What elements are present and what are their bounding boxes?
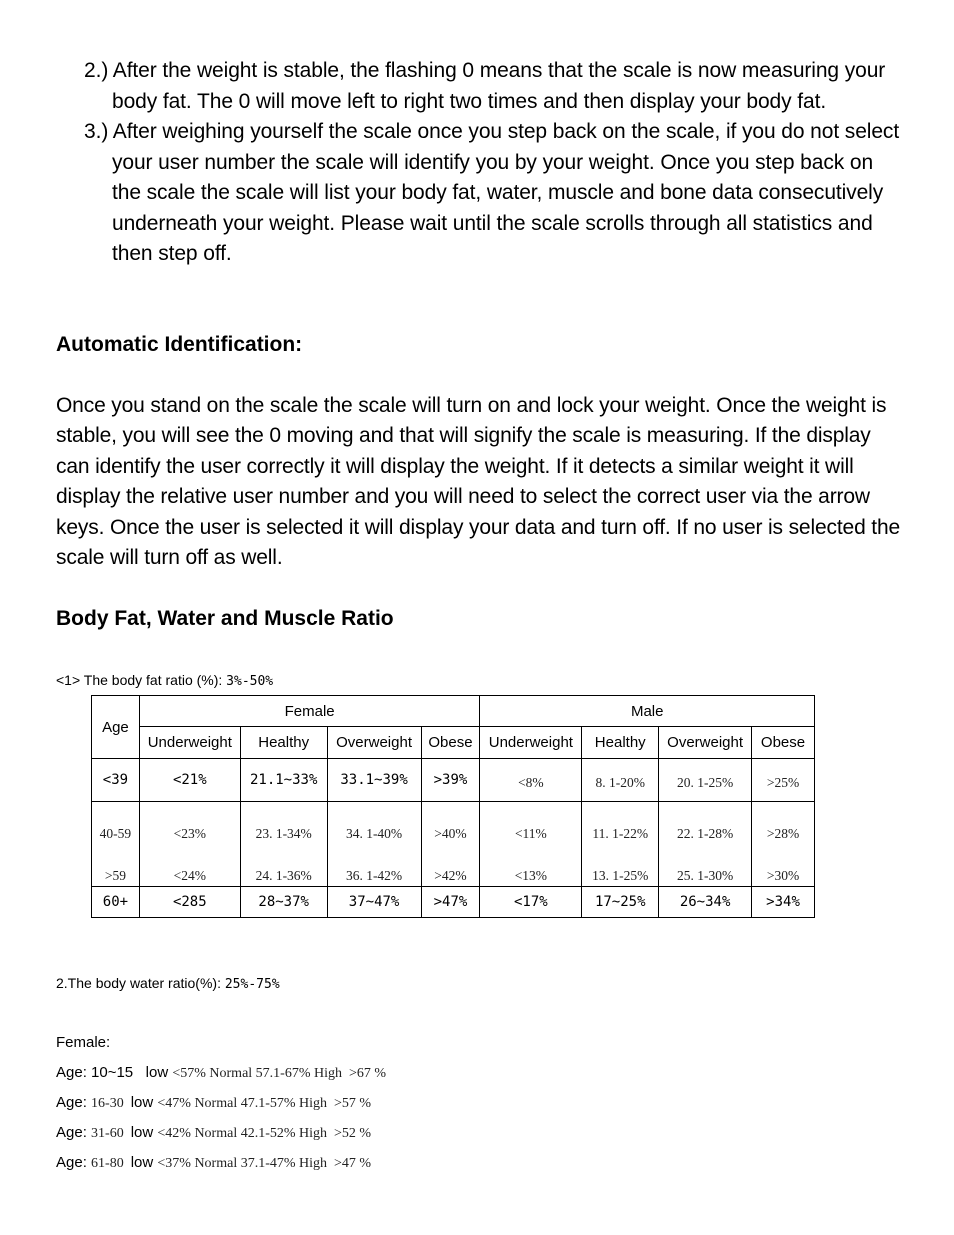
table-cell: 13. 1-25% — [582, 844, 659, 887]
table-cell: 26~34% — [659, 887, 752, 918]
water-caption-label: 2.The body water ratio(%): — [56, 975, 225, 991]
water-row-range: <47% Normal 47.1-57% High >57 % — [157, 1096, 372, 1111]
step-3: 3.) After weighing yourself the scale once you step back on the scale, if you do not select your user number the scale will identify you by your weight. Once you step back on the scale the scale will list your body fat, water, muscle and bone data consecutively underneath your weight. Please wait until the scale scrolls through all statistics and then step off. — [84, 120, 900, 265]
water-row-low: low — [130, 1094, 158, 1111]
ratio-heading: Body Fat, Water and Muscle Ratio — [56, 607, 394, 630]
table-cell: >47% — [421, 887, 480, 918]
table-cell: <8% — [480, 759, 582, 802]
water-caption — [56, 974, 280, 994]
instruction-steps — [84, 56, 904, 270]
column-header: Overweight — [327, 727, 421, 759]
water-row — [56, 1064, 386, 1083]
table-cell: 36. 1-42% — [327, 844, 421, 887]
water-row-label: Age: 10~15 low — [56, 1064, 173, 1081]
water-row-age: 16-30 — [91, 1096, 131, 1111]
column-header: Healthy — [240, 727, 327, 759]
table-cell: >34% — [752, 887, 815, 918]
column-header: Obese — [752, 727, 815, 759]
age-header: Age — [92, 696, 140, 759]
body-fat-caption — [56, 671, 273, 691]
table-cell: <39 — [92, 759, 140, 802]
table-cell: >25% — [752, 759, 815, 802]
female-header: Female — [139, 696, 480, 727]
water-row-range: <57% Normal 57.1-67% High >67 % — [172, 1066, 387, 1081]
table-cell: 22. 1-28% — [659, 802, 752, 845]
table-cell: <285 — [139, 887, 240, 918]
table-cell: 28~37% — [240, 887, 327, 918]
table-cell: 24. 1-36% — [240, 844, 327, 887]
auto-id-heading: Automatic Identification: — [56, 333, 303, 356]
table-cell: >59 — [92, 844, 140, 887]
table-cell: <23% — [139, 802, 240, 845]
table-row — [92, 802, 815, 845]
table-cell: <21% — [139, 759, 240, 802]
column-header: Obese — [421, 727, 480, 759]
auto-id-paragraph: Once you stand on the scale the scale will turn on and lock your weight. Once the weight is stable, you will see the 0 moving and that will signify the scale is measuring. If the display can identify the user correctly it will display the weight. If it detects a similar weight it will display the relative user number and you will need to select the correct user via the arrow keys. Once the user is selected it will display your data and turn off. If no user is selected the scale will turn off as well. — [56, 394, 901, 570]
table-cell: <24% — [139, 844, 240, 887]
water-row-label: Age: — [56, 1094, 92, 1111]
table-cell: 37~47% — [327, 887, 421, 918]
table-row — [92, 887, 815, 918]
step-2: 2.) After the weight is stable, the flashing 0 means that the scale is now measuring your body fat. The 0 will move left to right two times and then display your body fat. — [84, 59, 886, 113]
table-cell: <17% — [480, 887, 582, 918]
water-row-label: Age: — [56, 1154, 92, 1171]
table-cell: >39% — [421, 759, 480, 802]
table-cell: 25. 1-30% — [659, 844, 752, 887]
table-cell: <11% — [480, 802, 582, 845]
table-cell: >40% — [421, 802, 480, 845]
table-cell: 17~25% — [582, 887, 659, 918]
table-cell: 8. 1-20% — [582, 759, 659, 802]
table-cell: >28% — [752, 802, 815, 845]
water-row-low: low — [130, 1154, 158, 1171]
table-cell: >30% — [752, 844, 815, 887]
water-row-age: 31-60 — [91, 1126, 131, 1141]
body-fat-caption-label: <1> The body fat ratio (%): — [56, 672, 227, 688]
table-cell: 60+ — [92, 887, 140, 918]
table-cell: 40-59 — [92, 802, 140, 845]
column-header: Healthy — [582, 727, 659, 759]
table-cell: 34. 1-40% — [327, 802, 421, 845]
water-row — [56, 1094, 371, 1113]
water-row-low: low — [130, 1124, 158, 1141]
water-row-label: Age: — [56, 1124, 92, 1141]
table-cell: >42% — [421, 844, 480, 887]
body-fat-table — [91, 695, 815, 918]
water-caption-value: 25%-75% — [224, 977, 280, 992]
table-cell: 11. 1-22% — [582, 802, 659, 845]
column-header: Overweight — [659, 727, 752, 759]
table-cell: 21.1~33% — [240, 759, 327, 802]
water-row-age: 61-80 — [91, 1156, 131, 1171]
column-header: Underweight — [139, 727, 240, 759]
female-label: Female: — [56, 1034, 111, 1051]
body-fat-caption-value: 3%-50% — [226, 674, 274, 689]
table-cell: 33.1~39% — [327, 759, 421, 802]
table-cell: <13% — [480, 844, 582, 887]
water-row-range: <42% Normal 42.1-52% High >52 % — [157, 1126, 372, 1141]
water-row — [56, 1124, 371, 1143]
table-cell: 23. 1-34% — [240, 802, 327, 845]
water-row-range: <37% Normal 37.1-47% High >47 % — [157, 1156, 372, 1171]
male-header: Male — [480, 696, 815, 727]
table-row — [92, 759, 815, 802]
column-header: Underweight — [480, 727, 582, 759]
water-row — [56, 1154, 371, 1173]
table-cell: 20. 1-25% — [659, 759, 752, 802]
table-row — [92, 844, 815, 887]
